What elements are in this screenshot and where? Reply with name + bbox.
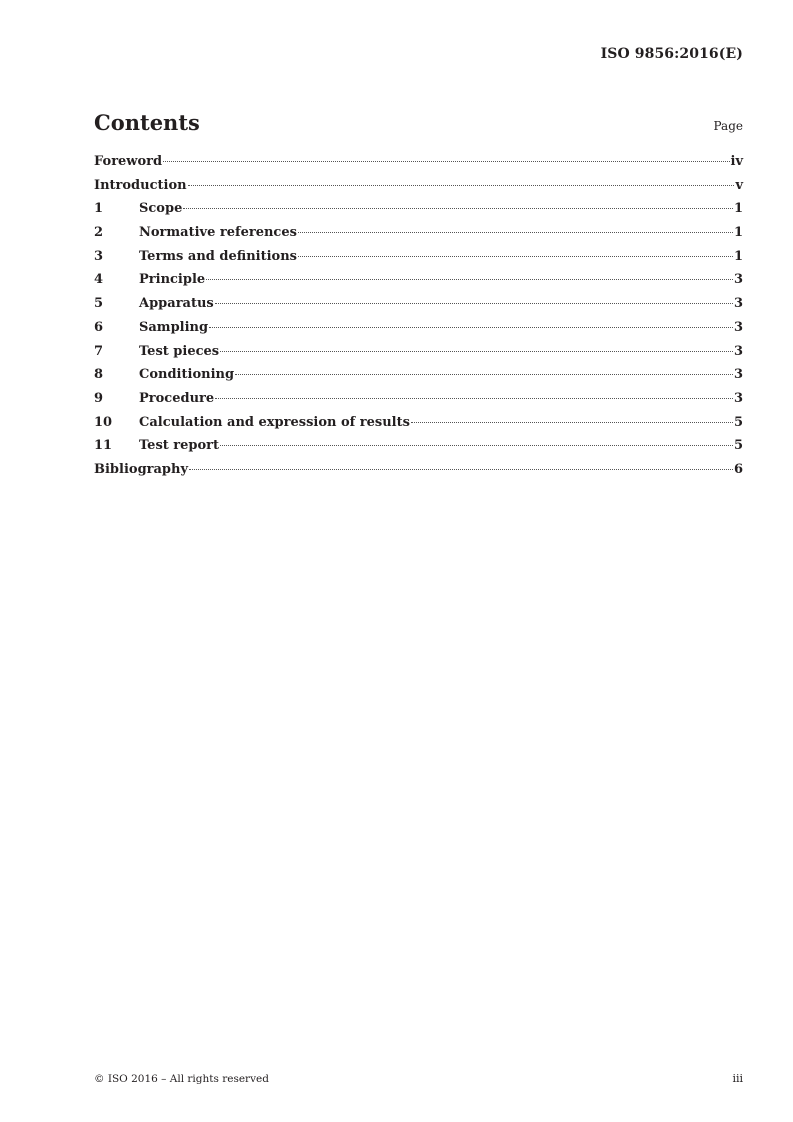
toc-entry[interactable] [94, 201, 743, 225]
toc-entry-title[interactable]: Foreword [94, 154, 163, 169]
toc-entry-number: 7 [94, 343, 104, 359]
toc-entry[interactable] [94, 344, 743, 368]
toc-entry-title[interactable]: Sampling [139, 319, 209, 335]
toc-entry[interactable] [94, 320, 743, 344]
toc-entry-title[interactable]: Test pieces [139, 343, 220, 359]
toc-dot-leader [235, 374, 733, 375]
toc-entry-page[interactable]: iv [730, 154, 743, 169]
toc-entry-page[interactable]: 3 [733, 343, 743, 359]
document-id: ISO 9856:2016(E) [600, 46, 743, 62]
toc-entry-title[interactable]: Bibliography [94, 461, 189, 477]
toc-dot-leader [163, 161, 729, 162]
toc-entry[interactable] [94, 438, 743, 462]
toc-entry-number: 11 [94, 438, 113, 454]
toc-entry[interactable] [94, 367, 743, 391]
toc-entry-page[interactable]: 3 [733, 390, 743, 406]
toc-entry-title[interactable]: Procedure [139, 390, 215, 406]
toc-entry-title[interactable]: Scope [139, 201, 183, 217]
toc-entry-number: 5 [94, 296, 104, 312]
toc-entry-number: 10 [94, 414, 113, 430]
toc-dot-leader [220, 351, 733, 352]
toc-entry-title[interactable]: Test report [139, 438, 220, 454]
toc-entry-number: 4 [94, 272, 104, 288]
toc-dot-leader [183, 208, 733, 209]
toc-entry-number: 2 [94, 225, 104, 241]
toc-entry[interactable] [94, 462, 743, 486]
toc-entry-title[interactable]: Calculation and expression of results [139, 414, 410, 430]
toc-entry-page[interactable]: 6 [733, 461, 743, 477]
toc-dot-leader [220, 445, 733, 446]
toc-dot-leader [298, 256, 733, 257]
toc-entry[interactable] [94, 296, 743, 320]
toc-entry-title[interactable]: Conditioning [139, 367, 235, 383]
contents-header [94, 110, 743, 140]
toc-dot-leader [215, 303, 733, 304]
toc-entry-page[interactable]: 1 [733, 248, 743, 264]
toc-entry-page[interactable]: 5 [733, 438, 743, 454]
toc-entry-number: 3 [94, 248, 104, 264]
toc-entry-title[interactable]: Principle [139, 272, 206, 288]
toc-entry[interactable] [94, 225, 743, 249]
toc-entry-title[interactable]: Apparatus [139, 296, 214, 312]
toc-entry-page[interactable]: 5 [733, 414, 743, 430]
toc-entry-number: 8 [94, 367, 104, 383]
toc-dot-leader [206, 279, 733, 280]
toc-dot-leader [411, 422, 733, 423]
toc-entry[interactable] [94, 154, 743, 178]
table-of-contents [94, 154, 743, 486]
toc-entry-page[interactable]: 3 [733, 367, 743, 383]
toc-entry[interactable] [94, 415, 743, 439]
toc-entry-page[interactable]: 3 [733, 319, 743, 335]
toc-entry-number: 9 [94, 390, 104, 406]
footer-page-number: iii [732, 1072, 743, 1085]
toc-entry-page[interactable]: 3 [733, 296, 743, 312]
toc-dot-leader [188, 185, 735, 186]
toc-entry-page[interactable]: 1 [733, 225, 743, 241]
toc-entry-page[interactable]: v [735, 177, 743, 193]
toc-entry-number: 6 [94, 319, 104, 335]
page-column-label: Page [713, 119, 743, 133]
toc-entry[interactable] [94, 178, 743, 202]
toc-dot-leader [209, 327, 733, 328]
toc-entry[interactable] [94, 249, 743, 273]
toc-entry-title[interactable]: Introduction [94, 177, 187, 193]
toc-entry-number: 1 [94, 201, 104, 217]
footer-copyright: © ISO 2016 – All rights reserved [94, 1073, 269, 1085]
toc-dot-leader [189, 469, 733, 470]
toc-entry[interactable] [94, 391, 743, 415]
toc-dot-leader [215, 398, 733, 399]
toc-entry[interactable] [94, 272, 743, 296]
toc-entry-page[interactable]: 3 [733, 272, 743, 288]
toc-entry-page[interactable]: 1 [733, 201, 743, 217]
toc-entry-title[interactable]: Terms and definitions [139, 248, 297, 264]
toc-dot-leader [298, 232, 733, 233]
contents-title: Contents [94, 110, 200, 135]
toc-entry-title[interactable]: Normative references [139, 225, 297, 241]
